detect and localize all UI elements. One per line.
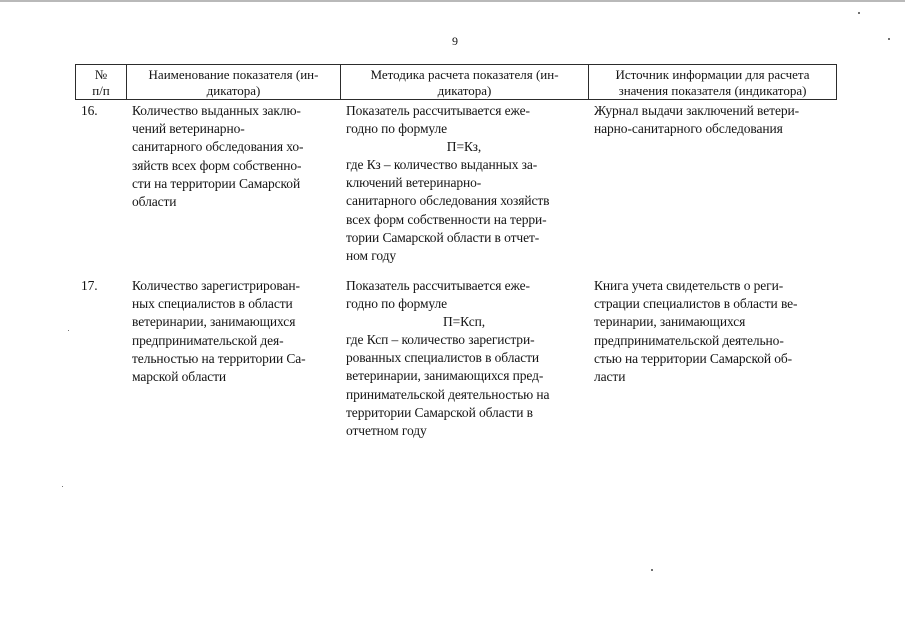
formula: П=Кз, xyxy=(446,139,482,154)
indicator-name: Количество выданных заклю- чений ветеринарно- санитарного обследования хо- зяйств всех форм собственно- сти на территории Самарской области xyxy=(132,103,304,210)
formula: П=Ксп, xyxy=(442,314,486,329)
method-intro: Показатель рассчитывается еже- годно по формуле xyxy=(346,278,530,312)
scan-speck xyxy=(68,330,69,331)
scan-speck xyxy=(888,38,890,40)
data-source: Журнал выдачи заключений ветери- нарно-санитарного обследования xyxy=(594,103,800,137)
row-number: 16. xyxy=(81,103,98,118)
scan-speck xyxy=(651,569,653,571)
row-number: 17. xyxy=(81,278,98,293)
scan-speck xyxy=(62,486,63,487)
scan-top-edge xyxy=(0,0,905,2)
data-source: Книга учета свидетельств о реги- страции специалистов в области ве- теринарии, занимающихся предпринимательской деятельно- стью на территории Самарской об- ласти xyxy=(594,278,798,385)
method-definition: где Кз – количество выданных за- ключений ветеринарно- санитарного обследования хозяйств всех форм собственности на терри- тории Самарской области в отчет- ном году xyxy=(346,157,550,264)
scan-speck xyxy=(858,12,860,14)
header-data-source: Источник информации для расчета значения показателя (индикатора) xyxy=(588,64,837,100)
header-number: № п/п xyxy=(75,64,126,100)
header-indicator-name: Наименование показателя (ин- дикатора) xyxy=(126,64,340,100)
indicator-name: Количество зарегистрирован- ных специалистов в области ветеринарии, занимающихся предпринимательской дея- тельностью на территории Са- марской области xyxy=(132,278,306,385)
page-number: 9 xyxy=(452,34,458,48)
method-intro: Показатель рассчитывается еже- годно по формуле xyxy=(346,103,530,137)
method-definition: где Ксп – количество зарегистри- рованных специалистов в области ветеринарии, занимающихся пред- принимательской деятельностью на территории Самарской области в отчетном году xyxy=(346,332,550,439)
header-calculation-method: Методика расчета показателя (ин- дикатора) xyxy=(340,64,588,100)
